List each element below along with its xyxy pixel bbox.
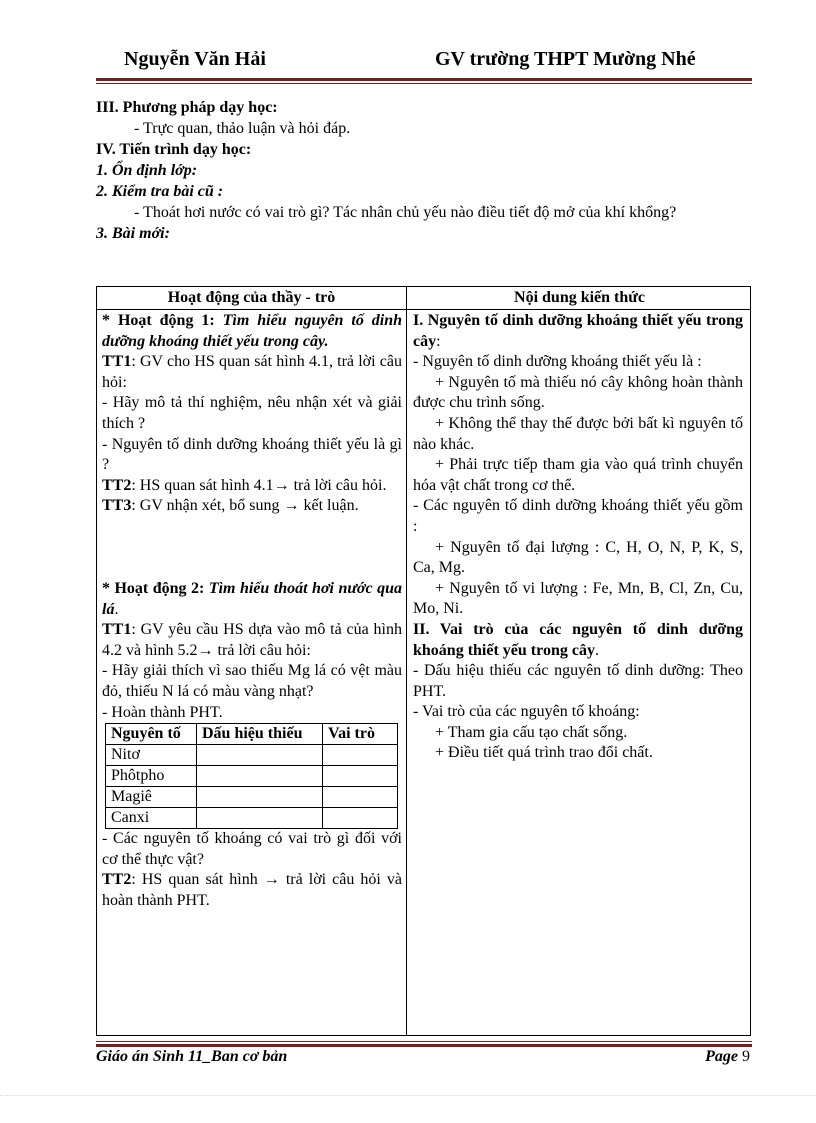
empty-cell <box>197 745 323 766</box>
empty-cell <box>323 808 398 829</box>
footer-title: Giáo án Sinh 11_Ban cơ bản <box>96 1048 288 1065</box>
content-line: + Nguyên tố đại lượng : C, H, O, N, P, K, S, Ca, Mg. <box>413 538 743 577</box>
table-row <box>106 787 398 808</box>
tt2-paragraph: TT2: HS quan sát hình 4.1→ trả lời câu hỏi. <box>102 476 387 494</box>
knowledge-content <box>413 311 743 764</box>
content-line: + Phải trực tiếp tham gia vào quá trình chuyển hóa vật chất trong cơ thể. <box>413 456 743 494</box>
element-cell: Canxi <box>106 808 197 829</box>
worksheet-header-cell: Dấu hiệu thiếu <box>197 724 323 745</box>
element-cell: Magiê <box>106 787 197 808</box>
empty-cell <box>197 766 323 787</box>
tt3-paragraph: TT3: GV nhận xét, bổ sung → kết luận. <box>102 497 359 515</box>
page-number: Page 9 <box>705 1048 750 1065</box>
footer-rule-thin <box>96 1041 752 1042</box>
content-line: - Các nguyên tố dinh dưỡng khoáng thiết yếu gồm : <box>413 497 743 535</box>
table-row <box>106 808 398 829</box>
header-school: GV trường THPT Mường Nhé <box>435 48 696 70</box>
content-line: - Nguyên tố dinh dưỡng khoáng thiết yếu là : <box>413 353 702 371</box>
question-2: - Nguyên tố dinh dưỡng khoáng thiết yếu là gì ? <box>102 435 402 474</box>
worksheet-header-row <box>106 724 398 745</box>
teacher-student-activities <box>102 311 402 911</box>
section-3-item: - Trực quan, thảo luận và hỏi đáp. <box>134 120 351 137</box>
table-row <box>106 745 398 766</box>
element-cell: Nitơ <box>106 745 197 766</box>
header-author: Nguyễn Văn Hải <box>124 48 266 70</box>
worksheet-header-cell: Nguyên tố <box>106 724 197 745</box>
page-bottom-dotted-line <box>0 1095 816 1096</box>
section-3-title: III. Phương pháp dạy học: <box>96 99 278 116</box>
empty-cell <box>323 745 398 766</box>
tt1b-paragraph: TT1: GV yêu cầu HS dựa vào mô tả của hình 4.2 và hình 5.2→ trả lời câu hỏi: <box>102 621 402 659</box>
header-divider <box>97 309 750 310</box>
table-row <box>106 766 398 787</box>
review-question: - Thoát hơi nước có vai trò gì? Tác nhân chủ yếu nào điều tiết độ mở của khí khổng? <box>134 204 677 221</box>
question-3: - Hãy giải thích vì sao thiếu Mg lá có vệt màu đỏ, thiếu N lá có màu vàng nhạt? <box>102 662 402 700</box>
section-4-title: IV. Tiến trình dạy học: <box>96 141 252 158</box>
left-column-header: Hoạt động của thầy - trò <box>167 289 336 306</box>
step-3-title: 3. Bài mới: <box>96 225 170 242</box>
empty-cell <box>197 787 323 808</box>
section-2-heading: II. Vai trò của các nguyên tố dinh dưỡng khoáng thiết yếu trong cây. <box>413 620 743 659</box>
lesson-table <box>96 286 751 1036</box>
empty-cell <box>323 766 398 787</box>
worksheet-table <box>105 723 398 829</box>
activity-2-heading: * Hoạt động 2: Tìm hiểu thoát hơi nước qua lá. <box>102 579 402 618</box>
worksheet-header-cell: Vai trò <box>323 724 398 745</box>
tt1-paragraph: TT1: GV cho HS quan sát hình 4.1, trả lời câu hỏi: <box>102 353 402 391</box>
question-1: - Hãy mô tả thí nghiệm, nêu nhận xét và giải thích ? <box>102 394 402 432</box>
column-divider <box>406 287 407 1035</box>
content-line: - Dấu hiệu thiếu các nguyên tố dinh dưỡng: Theo PHT. <box>413 662 743 700</box>
content-line: + Nguyên tố mà thiếu nó cây không hoàn thành được chu trình sống. <box>413 373 743 412</box>
empty-cell <box>323 787 398 808</box>
spacer <box>102 517 402 579</box>
footer-rule <box>96 1044 752 1047</box>
element-cell: Phôtpho <box>106 766 197 787</box>
header-rule-thin <box>96 83 752 84</box>
tt2b-paragraph: TT2: HS quan sát hình → trả lời câu hỏi và hoàn thành PHT. <box>102 871 402 909</box>
empty-cell <box>197 808 323 829</box>
step-1-title: 1. Ổn định lớp: <box>96 162 198 179</box>
header-rule <box>96 78 752 81</box>
content-line: + Không thể thay thế được bởi bất kì nguyên tố nào khác. <box>413 414 743 453</box>
question-4: - Hoàn thành PHT. <box>102 703 223 721</box>
right-column-header: Nội dung kiến thức <box>514 289 645 306</box>
intro-section <box>96 97 752 244</box>
question-5: - Các nguyên tố khoáng có vai trò gì đối với cơ thể thực vật? <box>102 830 402 868</box>
section-1-heading: I. Nguyên tố dinh dưỡng khoáng thiết yếu trong cây: <box>413 312 743 350</box>
step-2-title: 2. Kiểm tra bài cũ : <box>96 183 224 200</box>
content-line: - Vai trò của các nguyên tố khoáng: <box>413 703 640 721</box>
content-line: + Nguyên tố vi lượng : Fe, Mn, B, Cl, Zn, Cu, Mo, Ni. <box>413 579 743 618</box>
content-line: + Điều tiết quá trình trao đổi chất. <box>435 744 653 762</box>
activity-1-heading: * Hoạt động 1: Tìm hiểu nguyên tố dinh dưỡng khoáng thiết yếu trong cây. <box>102 312 402 350</box>
content-line: + Tham gia cấu tạo chất sống. <box>435 723 628 741</box>
